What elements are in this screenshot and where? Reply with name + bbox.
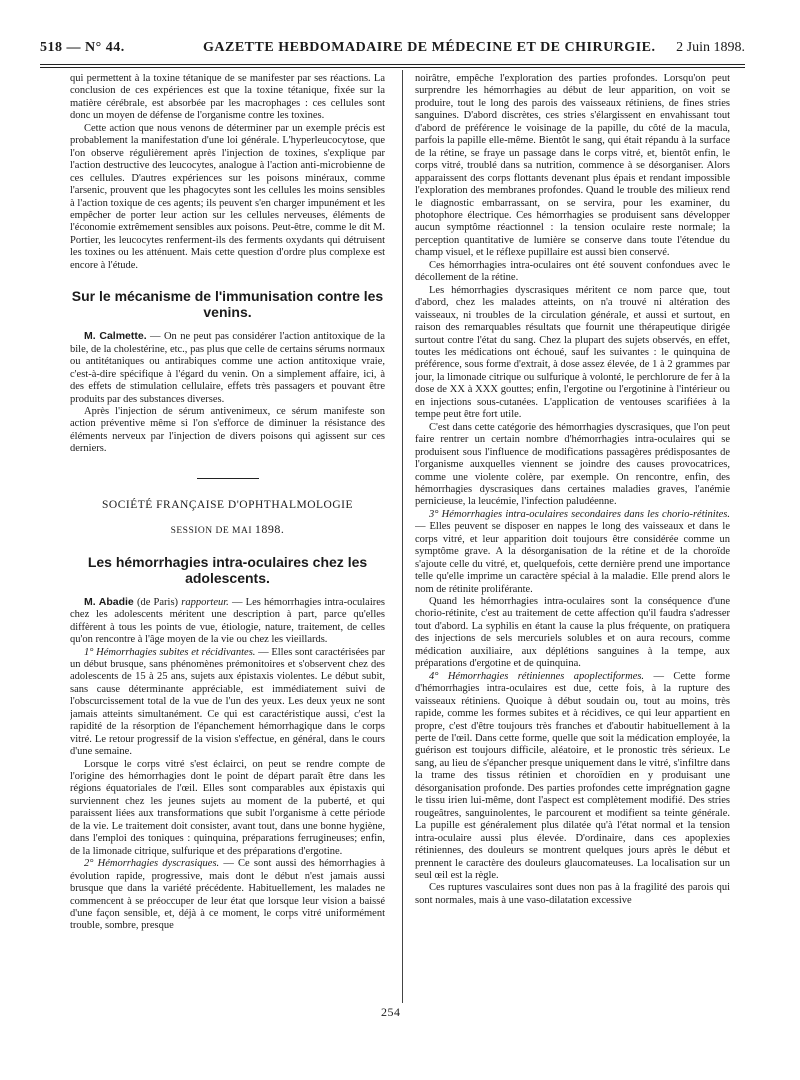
paragraph: Après l'injection de sérum antivenimeux, ce sérum manifeste son action préventive même si l'on s'efforce de diminuer la résistance des éléments nerveux par l'injection de divers poisons qui agissent sur ces derniers. <box>70 405 385 455</box>
session-line <box>70 523 385 537</box>
paragraph-text: — Ce sont aussi des hémorrhagies à évolution rapide, progressive, mais dont le début n'est jamais aussi brusque que dans la variété précédente. Habituellement, les malades ne commencent à se préoccuper de leur état que lorsque leur vision a baissé d'une façon sensible, et, déjà à ce moment, le corps vitré uniformément trouble, sombre, presque <box>70 858 385 932</box>
paragraph: C'est dans cette catégorie des hémorrhagies dyscrasiques, que l'on peut faire rentrer un certain nombre d'hémorrhagies intra-oculaires qui se produisent sous l'influence de modifications passagères prédisposantes de l'organisme auxquelles viennent se joindre des causes provocatrices, comme une violente colère, par exemple. On rencontre, enfin, des hémorrhagies dyscrasiques dans certaines maladies graves, l'anémie pernicieuse, la leucémie, l'infection paludéenne. <box>415 421 730 508</box>
section-divider <box>197 478 259 479</box>
page-info: 518 — N° 44. <box>40 40 125 55</box>
speaker-name: M. Abadie <box>84 595 134 608</box>
right-column <box>415 73 730 1003</box>
paragraph-text: — Elles sont caractérisées par un début brusque, sans phénomènes prémonitoires et s'observent chez des adolescents de 15 à 25 ans, sujets aux épistaxis violentes. Le début subit, sans cause déterminante appréciable, est immédiatement suivi de l'obscurcissement total de la vue de l'un des yeux. Les deux yeux ne sont jamais atteints simultanément. Ce qui est caractéristique aussi, c'est la rapidité de la résorption de l'épanchement hémorrhagique dans le corps vitré. Le retour progressif de la vision s'effectue, en général, dans le cours d'une semaine. <box>70 646 385 758</box>
speaker-name: M. Calmette. <box>84 330 147 343</box>
speaker-affiliation: (de Paris) <box>133 596 182 608</box>
paragraph: Ces hémorrhagies intra-oculaires ont été souvent confondues avec le décollement de la rétine. <box>415 259 730 284</box>
paragraph: Les hémorrhagies dyscrasiques méritent ce nom parce que, tout d'abord, chez les malades atteints, on n'a trouvé ni altération des vaisseaux, ni troubles de la circulation générale, et aussi et surtout, en raison des remarquables résultats que fournit une thérapeutique dirigée surtout contre l'état du sang. Chez la plupart des sujets observés, en effet, toutes les médications ont échoué, sauf les suivantes : le quinquina de préférence, sous forme d'extrait, à dose assez élevée, de 1 à 2 grammes par jour, la limonade citrique ou sulfurique à volonté, le perchlorure de fer à la dose de XX à XXX gouttes; enfin, l'ergotine ou l'ergotinine à l'intérieur ou en injections sous-cutanées. L'application de ventouses scarifiées à la tempe peut être fort utile. <box>415 284 730 421</box>
paragraph: noirâtre, empêche l'exploration des parties profondes. Lorsqu'on peut surprendre les hémorrhagies au début de leur apparition, on voit se produire, tout le long des parois des vaisseaux rétiniens, de fines stries sanguines. D'abord discrètes, ces stries s'élargissent en envahissant tout d'abord de préférence le voisinage de la papille, du côté de la macula, parfois la papille elle-même. Bientôt le sang, qui était répandu à la surface de la rétine, se fraye un passage dans le corps vitré, et, bientôt enfin, le corps vitré, troublé dans sa nutrition, commence à se désorganiser. Alors apparaissent des corps flottants devenant plus épais et rendant impossible l'exploration des membranes profondes. Quand le trouble des milieux rend le diagnostic embarrassant, on se servira, pour les examiner, du photophore électrique. Ces hémorrhagies se produisent sans développer aucun symptôme réactionnel : la tension oculaire reste normale; la perception quantitative de lumière se conserve dans toute l'étendue du champ visuel, et le réflexe pupillaire est aussi bien conservé. <box>415 73 730 259</box>
subheading: 4° Hémorrhagies rétiniennes apoplectiformes. <box>429 670 645 682</box>
section-heading: Les hémorrhagies intra-oculaires chez les adolescents. <box>87 553 368 586</box>
society-title: SOCIÉTÉ FRANÇAISE D'OPHTHALMOLOGIE <box>102 498 353 511</box>
paragraph-text: — Les hémorrhagies intra-oculaires chez les adolescents méritent une description à part, parce qu'elles diffèrent à tous les points de vue, étiologie, nature, traitement, de celles qu'on rencontre à l'âge moyen de la vie ou chez les vieillards. <box>70 596 385 646</box>
subheading: 3° Hémorrhagies intra-oculaires secondaires dans les chorio-rétinites. <box>429 508 730 520</box>
paragraph <box>70 330 385 406</box>
session-year: 1898. <box>254 522 285 537</box>
paragraph-text: — Cette forme d'hémorrhagies intra-oculaires est due, cette fois, à la rupture des vaisseaux rétiniens. Quoique à début soudain ou, tout au moins, très rapide, comme les formes subites et à récidives, ce qui leur appartient en propre, c'est d'être toujours très franches et d'aboutir habituellement à la perte de l'œil. Dans cette forme, quelle que soit la médication employée, la guérison est toujours difficile, aléatoire, et le pronostic très sérieux. Le sang, au lieu de s'épancher presque uniquement dans le vitré, s'infiltre dans la trame des tissus rétinien et choroïdien en y produisant une désorganisation profonde. Des parties profondes cette imprégnation gagne le tissu irien lui-même, dont l'aspect est complètement modifié. Des stries rougeâtres, sanguinolentes, le parcourent et modifient sa teinte générale. La pupille est généralement plus dilatée qu'à l'état normal et la tension intra-oculaire aussi plus élevée. D'ordinaire, dans ces apoplexies rétiniennes, des douleurs se montrent quelques jours après le début et prennent le caractère des douleurs glaucomateuses. La localisation sur un seul œil est la règle. <box>415 670 730 881</box>
paragraph <box>70 647 385 759</box>
running-header <box>40 30 745 60</box>
session-label: SESSION DE MAI <box>170 526 253 537</box>
section-heading: Sur le mécanisme de l'immunisation contre les venins. <box>71 288 384 321</box>
paragraph <box>70 858 385 933</box>
column-divider <box>402 70 403 1003</box>
subheading: 1° Hémorrhagies subites et récidivantes. <box>84 646 256 658</box>
paragraph <box>415 509 730 596</box>
page-number: 254 <box>381 1005 401 1019</box>
paragraph: Ces ruptures vasculaires sont dues non pas à la fragilité des parois qui sont normales, mais à une vaso-dilatation excessive <box>415 882 730 906</box>
paragraph: Lorsque le corps vitré s'est éclairci, on peut se rendre compte de l'origine des hémorrhagies dont le point de départ paraît être dans les régions équatoriales de l'œil. Elles sont comparables aux épistaxis qui surviennent chez les jeunes sujets au moment de la puberté, et qui paraissent liées aux transformations que subit l'organisme à cette période de la vie. Le traitement doit consister, avant tout, dans une bonne hygiène, dans l'emploi des toniques : quinquina, préparations ferrugineuses; enfin, de la limonade citrique, sulfurique et des préparations d'ergotine. <box>70 758 385 857</box>
speaker-role: rapporteur. <box>181 596 229 608</box>
paragraph: Quand les hémorrhagies intra-oculaires sont la conséquence d'une chorio-rétinite, c'est au traitement de cette affection qu'il faudra s'adresser tout d'abord. La syphilis en étant la cause la plus fréquente, on pratiquera des injections de sels mercuriels solubles et on aura recours, comme médication auxiliaire, aux déplétions sanguines à la tempe, aux préparations d'ergotine et de quinquina. <box>415 596 730 670</box>
paragraph: Cette action que nous venons de déterminer par un exemple précis est probablement la manifestation d'une loi générale. L'hyperleucocytose, que l'on observe régulièrement après l'injection de toxines, s'explique par l'action destructive des leucocytes, analogue à l'action anti-microbienne de ces cellules. D'autres expériences sur les poisons minéraux, comme l'arsenic, prouvent que les phagocytes sont les cellules les moins sensibles à l'action toxique de ces agents; ils peuvent s'en charger impunément et les empêcher de porter leur action sur les cellules nerveuses, éléments de l'économie extrêmement sensibles aux poisons. Peut-être, comme le dit M. Portier, les leucocytes renferment-ils des ferments oxydants qui détruisent les toxines ou les atténuent. Mais cette question d'ordre plus complexe est encore à l'étude. <box>70 122 385 271</box>
paragraph-text: — On ne peut pas considérer l'action antitoxique de la bile, de la cholestérine, etc., pas plus que celle de certains sérums normaux ou antitétaniques ou antirabiques comme une action antitoxique vraie, c'est-à-dire spécifique à l'égard du venin. On a simplement affaire, ici, à des effets de stimulation cellulaire, effets très passagers et pouvant être produits par des substances diverses. <box>70 331 385 405</box>
left-column <box>70 73 385 1003</box>
journal-title: GAZETTE HEBDOMADAIRE DE MÉDECINE ET DE CHIRURGIE. <box>203 40 656 55</box>
issue-date: 2 Juin 1898. <box>676 40 745 55</box>
subheading: 2° Hémorrhagies dyscrasiques. <box>84 858 220 870</box>
paragraph: qui permettent à la toxine tétanique de se manifester par ses réactions. La conclusion de ces expériences est que la toxine tétanique, fixée sur la matière cérébrale, est absorbée par les macrophages : ces cellules sont donc un moyen de défense de l'organisme contre les toxines. <box>70 73 385 122</box>
paragraph <box>70 596 385 647</box>
header-rule-bottom <box>40 67 745 68</box>
paragraph <box>415 671 730 883</box>
paragraph-text: — Elles peuvent se disposer en nappes le long des vaisseaux et dans le corps vitré, et leur apparition doit toujours être considérée comme un symptôme grave. A la désorganisation de la rétine et de la choroïde s'ajoute celle du vitré, et, quelquefois, cette dernière prend une importance telle qu'elle imprime un caractère spécial à la maladie. Elle prend alors le nom de rétinite proliférante. <box>415 521 730 595</box>
header-rule-top <box>40 64 745 65</box>
